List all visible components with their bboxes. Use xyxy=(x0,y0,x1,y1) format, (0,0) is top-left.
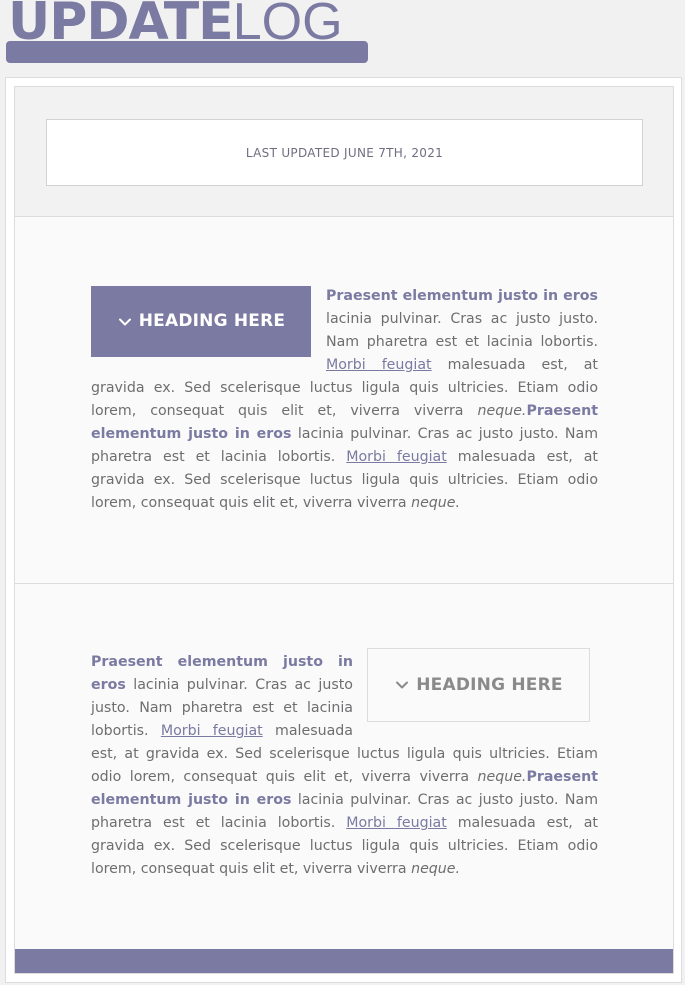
section-2-heading-button[interactable] xyxy=(367,648,590,722)
last-updated-box xyxy=(46,119,643,186)
logo-light-word: LOG xyxy=(232,0,343,51)
section-1-text-2: malesuada est, at gravida ex. Sed scelerisque luctus ligula quis ultricies. Etiam odio lorem, consequat quis elit et, viverra viverra xyxy=(91,357,598,419)
logo-bold-word: UPDATE xyxy=(8,0,233,52)
section-2-em-1: neque. xyxy=(477,769,527,785)
last-updated-text: LAST UPDATED JUNE 7TH, 2021 xyxy=(245,145,444,160)
section-1-heading-label: HEADING HERE xyxy=(138,311,286,331)
chevron-down-icon xyxy=(117,314,133,330)
section-2-text-3: lacinia pulvinar. Cras ac justo justo. Nam pharetra est et lacinia lobortis. xyxy=(91,792,599,831)
footer-bar xyxy=(15,949,673,973)
update-log-panel xyxy=(14,86,674,974)
section-1-em-1: neque. xyxy=(477,403,527,419)
section-2-content xyxy=(91,651,598,881)
update-section-2 xyxy=(15,584,673,949)
section-1-text-4: malesuada est, at gravida ex. Sed scelerisque luctus ligula quis ultricies. Etiam odio lorem, consequat quis elit et, viverra viverra xyxy=(91,449,598,511)
section-1-heading-button[interactable] xyxy=(91,286,311,357)
section-2-link-2[interactable]: Morbi feugiat xyxy=(346,815,447,831)
chevron-down-icon xyxy=(394,677,410,693)
section-2-text-1: lacinia pulvinar. Cras ac justo justo. Nam pharetra est et lacinia lobortis. xyxy=(91,677,353,739)
section-1-link-2[interactable]: Morbi feugiat xyxy=(346,449,447,465)
update-log-header xyxy=(15,87,673,217)
logo xyxy=(6,0,368,64)
section-1-text-1: lacinia pulvinar. Cras ac justo justo. Nam pharetra est et lacinia lobortis. xyxy=(326,311,598,350)
section-2-strong-2: Praesent elementum justo in eros xyxy=(91,769,598,808)
section-1-strong-1: Praesent elementum justo in eros xyxy=(326,288,598,304)
section-2-link-1[interactable]: Morbi feugiat xyxy=(160,723,263,739)
section-2-strong-1: Praesent elementum justo in eros xyxy=(91,654,353,693)
section-2-heading-label: HEADING HERE xyxy=(416,674,563,695)
update-log-card xyxy=(5,77,682,983)
section-1-content xyxy=(91,285,598,515)
section-1-link-1[interactable]: Morbi feugiat xyxy=(326,357,432,373)
section-2-text-2: malesuada est, at gravida ex. Sed scelerisque luctus ligula quis ultricies. Etiam odio lorem, consequat quis elit et, viverra viverra xyxy=(91,723,598,785)
section-1-em-2: neque. xyxy=(411,495,461,511)
logo-text xyxy=(8,0,343,52)
update-section-1 xyxy=(15,217,673,584)
section-1-strong-2: Praesent elementum justo in eros xyxy=(91,403,598,442)
section-1-text-3: lacinia pulvinar. Cras ac justo justo. Nam pharetra est et lacinia lobortis. xyxy=(91,426,599,465)
section-2-em-2: neque. xyxy=(411,861,461,877)
section-2-text-4: malesuada est, at gravida ex. Sed scelerisque luctus ligula quis ultricies. Etiam odio lorem, consequat quis elit et, viverra viverra xyxy=(91,815,598,877)
